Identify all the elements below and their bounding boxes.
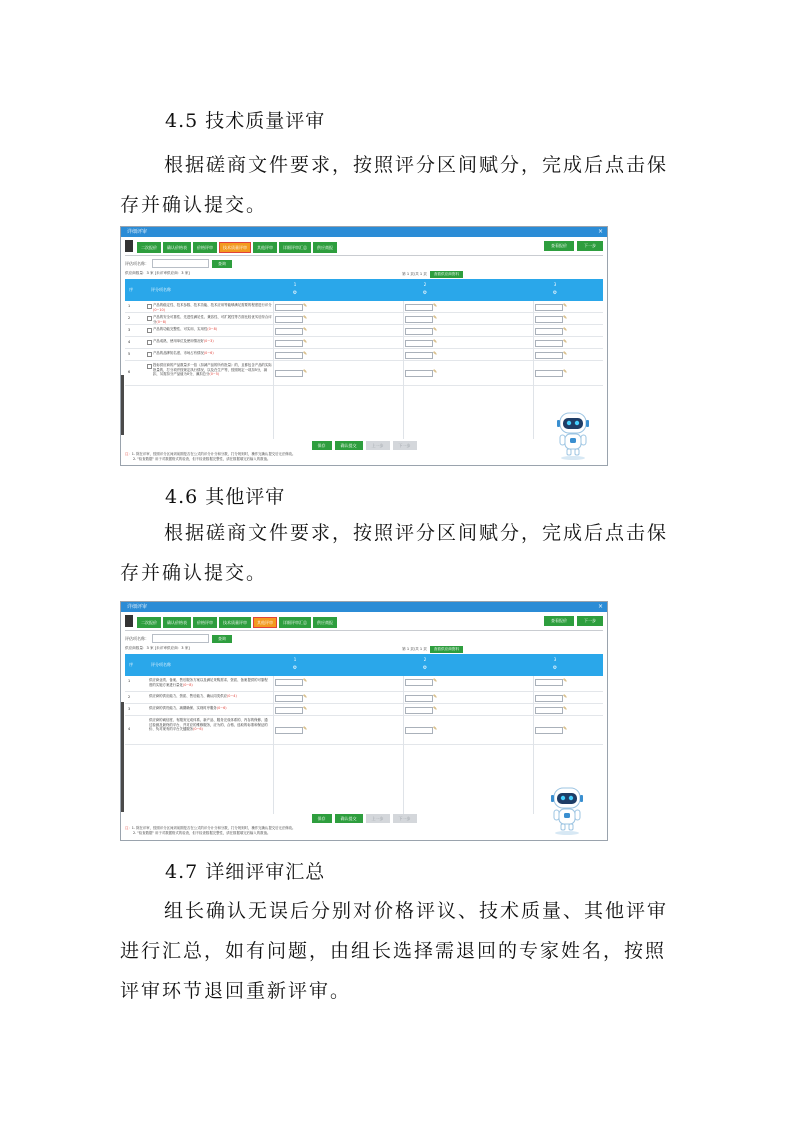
toolbar-actions — [544, 616, 603, 626]
expert-icon: ⚙ — [422, 290, 428, 296]
score-input[interactable] — [405, 316, 433, 323]
edit-icon: ✎ — [433, 726, 438, 732]
edit-icon: ✎ — [563, 726, 568, 732]
grid-header — [125, 654, 603, 676]
row-title: 供应商的供应能力、资质、售后能力、确认同类供应(0~4) — [149, 694, 237, 698]
score-input[interactable] — [275, 352, 303, 359]
score-input[interactable] — [405, 707, 433, 714]
edit-icon: ✎ — [563, 339, 568, 345]
row-title: 供应商的供货能力、减期确保、实现时序服务(0~6) — [149, 706, 227, 710]
row-checkbox[interactable] — [147, 316, 152, 321]
page-indicator: 第 1 页/共 1 页 — [402, 647, 427, 651]
row-title: 产品的安全可靠性、先进性满足性、兼容性、可扩展性等方面比较优劣后综合评分(0~8) — [153, 315, 272, 324]
row-checkbox[interactable] — [147, 352, 152, 357]
edit-icon: ✎ — [563, 678, 568, 684]
score-input[interactable] — [275, 340, 303, 347]
logo-icon — [125, 615, 133, 627]
window-titlebar — [121, 227, 607, 237]
expert-column-header: 2 ⚙ — [395, 656, 455, 672]
score-input[interactable] — [275, 707, 303, 714]
edit-icon: ✎ — [433, 303, 438, 309]
table-row: 3 供应商的供货能力、减期确保、实现时序服务(0~6) ✎ ✎ ✎ — [125, 704, 603, 716]
score-input[interactable] — [535, 352, 563, 359]
grid-header — [125, 279, 603, 301]
close-icon[interactable]: × — [597, 228, 603, 235]
confirm-submit-button[interactable]: 确认提交 — [335, 814, 363, 823]
tab-step[interactable]: 其他评审 — [253, 242, 277, 253]
supplier-count: 供应商数量：3 家 [未评审供应商：3 家] — [125, 271, 190, 275]
expert-icon: ⚙ — [422, 665, 428, 671]
expert-column-header: 1 ⚙ — [265, 281, 325, 297]
row-title: 产品的稳定性、技术参数、技术功能、技术应用等能够满足需要的程度进行评分(0~10) — [153, 303, 272, 312]
score-input[interactable] — [535, 695, 563, 702]
edit-icon: ✎ — [303, 706, 308, 712]
section-heading-4-7: 4.7 详细评审汇总 — [165, 861, 326, 883]
tab-step-active[interactable]: 其他评审 — [253, 617, 277, 628]
score-input[interactable] — [275, 679, 303, 686]
expert-icon: ⚙ — [292, 665, 298, 671]
section-heading-4-5: 4.5 技术质量评审 — [165, 110, 326, 132]
column-header-no: 序 — [129, 287, 133, 292]
edit-icon: ✎ — [563, 315, 568, 321]
bottom-actions — [121, 441, 607, 450]
row-checkbox[interactable] — [147, 364, 152, 369]
page-indicator: 第 1 页/共 1 页 — [402, 272, 427, 276]
table-row: 5 产品的品牌知名度、市场占有情况(0~6) ✎ ✎ ✎ — [125, 349, 603, 361]
score-input[interactable] — [405, 370, 433, 377]
tab-step[interactable]: 供应商报 — [313, 242, 337, 253]
tab-step[interactable]: 二次报价 — [137, 242, 161, 253]
close-icon[interactable]: × — [597, 603, 603, 610]
row-title: 产品的功能完整性、可实用、实用性(0~8) — [153, 327, 218, 331]
score-input[interactable] — [535, 340, 563, 347]
score-input[interactable] — [405, 352, 433, 359]
scoring-grid — [125, 654, 603, 745]
edit-icon: ✎ — [563, 303, 568, 309]
score-input[interactable] — [405, 340, 433, 347]
expert-column-header: 3 ⚙ — [525, 656, 585, 672]
screenshot-technical-review — [120, 226, 608, 466]
step-tabs — [137, 617, 337, 628]
search-row — [125, 259, 232, 268]
edit-icon: ✎ — [563, 327, 568, 333]
edit-icon: ✎ — [433, 339, 438, 345]
score-input[interactable] — [405, 727, 433, 734]
expert-column-header: 1 ⚙ — [265, 656, 325, 672]
notice-text: 注：1. 除在评审，按照评分区间到前期是否在公式的评分计分和分数，打分规则时，操作完确认提交后无法修改。 2. "检查数据" 用于对数据格式的检查，但不检查数据完整性，请在数据填完后输入的数值。 — [125, 452, 296, 461]
confirm-submit-button[interactable]: 确认提交 — [335, 441, 363, 450]
score-input[interactable] — [535, 370, 563, 377]
expert-icon: ⚙ — [552, 665, 558, 671]
edit-icon: ✎ — [303, 369, 308, 375]
table-row: 2 产品的安全可靠性、先进性满足性、兼容性、可扩展性等方面比较优劣后综合评分(0~8) ✎ ✎ ✎ — [125, 313, 603, 325]
expert-icon: ⚙ — [292, 290, 298, 296]
toolbar — [125, 614, 603, 628]
row-checkbox[interactable] — [147, 340, 152, 345]
next-step-button[interactable]: 下一步 — [393, 814, 417, 823]
tab-step[interactable]: 二次报价 — [137, 617, 161, 628]
robot-assistant-icon[interactable] — [553, 409, 593, 461]
edit-icon: ✎ — [433, 315, 438, 321]
edit-icon: ✎ — [433, 706, 438, 712]
toolbar — [125, 239, 603, 253]
expert-column-header: 3 ⚙ — [525, 281, 585, 297]
toolbar-divider — [125, 255, 603, 256]
next-step-button[interactable]: 下一步 — [577, 241, 603, 251]
edit-icon: ✎ — [303, 351, 308, 357]
view-supplier-info-button[interactable]: 查看供应商资料 — [430, 271, 463, 278]
tab-step[interactable]: 详细评审汇总 — [279, 242, 311, 253]
toolbar-actions — [544, 241, 603, 251]
score-input[interactable] — [535, 328, 563, 335]
scrollbar[interactable] — [121, 375, 124, 435]
edit-icon: ✎ — [433, 678, 438, 684]
table-row: 6 投标供应商的产品数量多一倍（扣减产品的所有批量）的，且都包含产品的实际批量的，打分项并按规定执行情况，以及在生产等，按照规定一项扣5分，减扣，另需扣分产品值为0分，满扣总分(0~5) ✎ ✎ ✎ — [125, 361, 603, 386]
edit-icon: ✎ — [303, 327, 308, 333]
view-supplier-info-button[interactable]: 查看供应商资料 — [430, 646, 463, 653]
row-title: 产品成熟，使用单位及使用情况好(0~3) — [153, 339, 214, 343]
toolbar-divider — [125, 630, 603, 631]
section-paragraph-4-7: 组长确认无误后分别对价格评议、技术质量、其他评审 进行汇总，如有问题，由组长选择需退回的专家姓名，按照 评审环节退回重新评审。 — [120, 900, 669, 1002]
score-input[interactable] — [405, 304, 433, 311]
score-input[interactable] — [275, 316, 303, 323]
score-input[interactable] — [275, 370, 303, 377]
scoring-grid — [125, 279, 603, 386]
tab-step-active[interactable]: 技术质量评审 — [219, 242, 251, 253]
search-row — [125, 634, 232, 643]
score-input[interactable] — [535, 304, 563, 311]
column-header-title: 评分项名称 — [151, 662, 171, 667]
next-step-button[interactable]: 下一步 — [393, 441, 417, 450]
prev-step-button[interactable]: 上一步 — [366, 441, 390, 450]
edit-icon: ✎ — [303, 678, 308, 684]
window-titlebar — [121, 602, 607, 612]
score-input[interactable] — [535, 707, 563, 714]
table-row: 4 供应商的诚信度、有服务完成体系、新产品、服务完成体系的、内存的保修、通过检测及最终的平台，并对应的维修服务，应为的、合格、选取的标准和保证的价、负对现有的平台关键服务(0~6) ✎ ✎ ✎ — [125, 716, 603, 745]
tab-step[interactable]: 确认价格表 — [163, 242, 191, 253]
notice-text: 注：1. 除在评审，按照评分区间到前期是否在公式的评分计分和分数，打分规则时，操作完确认提交后无法修改。 2. "检查数据" 用于对数据格式的检查，但不检查数据完整性，请在数据填完后输入的数值。 — [125, 826, 296, 835]
table-row: 2 供应商的供应能力、资质、售后能力、确认同类供应(0~4) ✎ ✎ ✎ — [125, 692, 603, 704]
save-button[interactable]: 保存 — [312, 814, 332, 823]
search-input[interactable] — [152, 634, 209, 643]
section-paragraph-4-6: 根据磋商文件要求，按照评分区间赋分，完成后点击保 存并确认提交。 — [120, 522, 669, 584]
score-input[interactable] — [535, 316, 563, 323]
score-input[interactable] — [275, 304, 303, 311]
score-input[interactable] — [535, 727, 563, 734]
edit-icon: ✎ — [303, 694, 308, 700]
edit-icon: ✎ — [303, 339, 308, 345]
edit-icon: ✎ — [303, 303, 308, 309]
tab-step[interactable]: 详细评审汇总 — [279, 617, 311, 628]
edit-icon: ✎ — [303, 315, 308, 321]
tab-step[interactable]: 价格评审 — [193, 242, 217, 253]
search-button[interactable]: 查询 — [212, 260, 232, 268]
edit-icon: ✎ — [433, 351, 438, 357]
view-quote-button[interactable]: 查看报价 — [544, 241, 574, 251]
tab-step[interactable]: 确认价格表 — [163, 617, 191, 628]
edit-icon: ✎ — [433, 369, 438, 375]
table-row: 4 产品成熟，使用单位及使用情况好(0~3) ✎ ✎ ✎ — [125, 337, 603, 349]
scrollbar[interactable] — [121, 702, 124, 812]
score-input[interactable] — [275, 727, 303, 734]
supplier-count: 供应商数量：3 家 [未评审供应商：3 家] — [125, 646, 190, 650]
table-row: 3 产品的功能完整性、可实用、实用性(0~8) ✎ ✎ ✎ — [125, 325, 603, 337]
info-row — [125, 646, 603, 654]
score-input[interactable] — [405, 695, 433, 702]
save-button[interactable]: 保存 — [312, 441, 332, 450]
expert-column-header: 2 ⚙ — [395, 281, 455, 297]
table-row: 1 产品的稳定性、技术参数、技术功能、技术应用等能够满足需要的程度进行评分(0~10) ✎ ✎ ✎ — [125, 301, 603, 313]
view-quote-button[interactable]: 查看报价 — [544, 616, 574, 626]
column-header-no: 序 — [129, 662, 133, 667]
score-input[interactable] — [405, 328, 433, 335]
logo-icon — [125, 240, 133, 252]
bottom-actions — [121, 814, 607, 823]
edit-icon: ✎ — [563, 706, 568, 712]
row-checkbox[interactable] — [147, 304, 152, 309]
edit-icon: ✎ — [433, 694, 438, 700]
section-paragraph-4-5: 根据磋商文件要求，按照评分区间赋分，完成后点击保 存并确认提交。 — [120, 154, 669, 216]
prev-step-button[interactable]: 上一步 — [366, 814, 390, 823]
search-label: 评估项名称： — [125, 260, 149, 266]
robot-assistant-icon[interactable] — [547, 784, 587, 836]
score-input[interactable] — [405, 679, 433, 686]
screenshot-other-review — [120, 601, 608, 841]
edit-icon: ✎ — [563, 369, 568, 375]
edit-icon: ✎ — [563, 694, 568, 700]
edit-icon: ✎ — [433, 327, 438, 333]
table-row: 1 供应商业绩、备案、售后服务方案以及满足采购需求、资质、备案提供的可靠程度的实施方案进行量化(0~8) ✎ ✎ ✎ — [125, 676, 603, 692]
row-checkbox[interactable] — [147, 328, 152, 333]
expert-icon: ⚙ — [552, 290, 558, 296]
search-input[interactable] — [152, 259, 209, 268]
row-title: 产品的品牌知名度、市场占有情况(0~6) — [153, 351, 214, 355]
tab-step[interactable]: 供应商报 — [313, 617, 337, 628]
row-title: 供应商业绩、备案、售后服务方案以及满足采购需求、资质、备案提供的可靠程度的实施方案进行量化(0~8) — [149, 678, 268, 687]
info-row — [125, 271, 603, 279]
search-button[interactable]: 查询 — [212, 635, 232, 643]
next-step-button[interactable]: 下一步 — [577, 616, 603, 626]
edit-icon: ✎ — [563, 351, 568, 357]
window-title: 详细评审 — [127, 229, 148, 235]
tab-step[interactable]: 价格评审 — [193, 617, 217, 628]
row-title: 供应商的诚信度、有服务完成体系、新产品、服务完成体系的、内存的保修、通过检测及最终的平台，并对应的维修服务，应为的、合格、选取的标准和保证的价、负对现有的平台关键服务(0~6) — [149, 718, 268, 731]
step-tabs — [137, 242, 337, 253]
window-title: 详细评审 — [127, 604, 148, 610]
column-header-title: 评分项名称 — [151, 287, 171, 292]
score-input[interactable] — [535, 679, 563, 686]
edit-icon: ✎ — [303, 726, 308, 732]
section-heading-4-6: 4.6 其他评审 — [165, 486, 286, 508]
search-label: 评估项名称： — [125, 635, 149, 641]
tab-step[interactable]: 技术质量评审 — [219, 617, 251, 628]
score-input[interactable] — [275, 328, 303, 335]
row-title: 投标供应商的产品数量多一倍（扣减产品的所有批量）的，且都包含产品的实际批量的，打分项并按规定执行情况，以及在生产等，按照规定一项扣5分，减扣，另需扣分产品值为0分，满扣总分(0~5) — [153, 363, 272, 376]
score-input[interactable] — [275, 695, 303, 702]
